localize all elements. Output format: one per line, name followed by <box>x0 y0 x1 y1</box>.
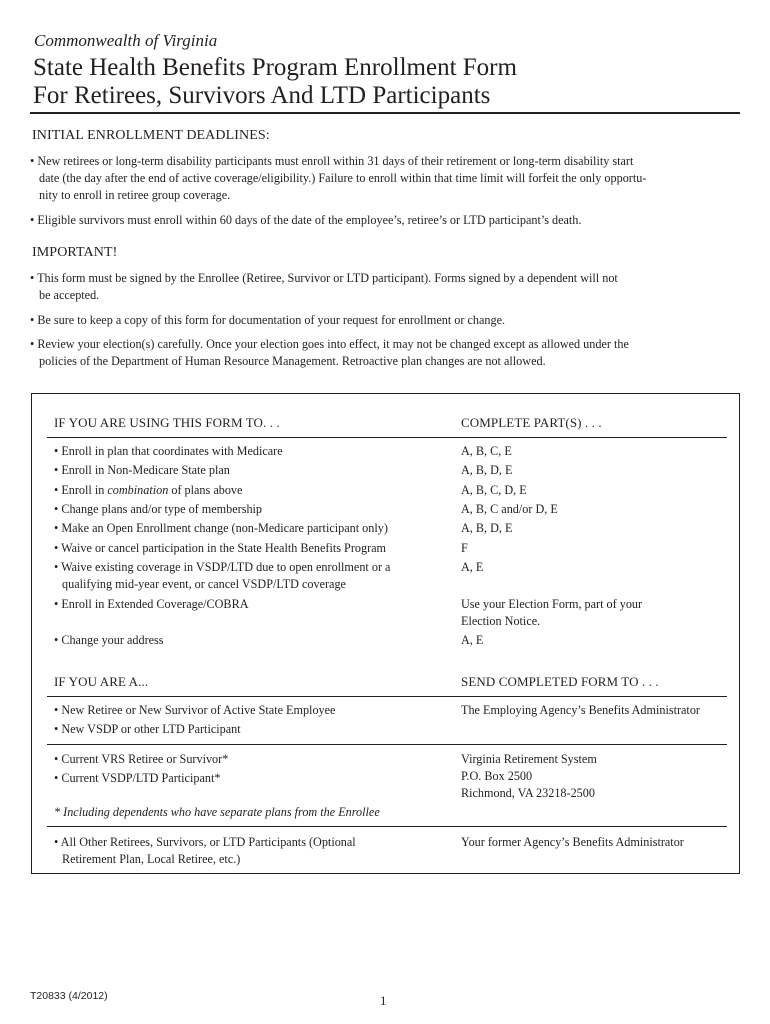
deadlines-bullet-1-line-3: nity to enroll in retiree group coverage. <box>39 188 231 202</box>
send-group-3-destination: Your former Agency’s Benefits Administrator <box>461 835 684 849</box>
using-row-parts: A, B, C and/or D, E <box>461 502 558 516</box>
using-row-item-pre: • Enroll in <box>54 483 108 497</box>
important-bullet-2: • Be sure to keep a copy of this form for documentation of your request for enrollment or change. <box>30 313 506 327</box>
important-bullet-1 <box>30 270 736 304</box>
using-row-item: • Change your address <box>54 633 164 647</box>
using-row-parts: A, E <box>461 633 484 647</box>
important-heading: IMPORTANT! <box>32 245 118 260</box>
form-code: T20833 (4/2012) <box>30 990 108 1002</box>
send-group-3-item-line-1: • All Other Retirees, Survivors, or LTD Participants (Optional <box>54 835 356 849</box>
deadlines-bullet-1-line-1: • New retirees or long-term disability participants must enroll within 31 days of their retirement or long-term disability start <box>30 154 634 168</box>
using-right-heading: COMPLETE PART(S) . . . <box>461 415 602 430</box>
send-group-divider-1 <box>47 744 727 745</box>
send-group-2-dest-line-1: Virginia Retirement System <box>461 752 597 766</box>
send-heading-rule <box>47 696 727 697</box>
using-row-item: • Make an Open Enrollment change (non-Medicare participant only) <box>54 521 388 535</box>
using-row-item: • Change plans and/or type of membership <box>54 502 263 516</box>
using-row-item <box>54 559 390 593</box>
send-group-2 <box>54 751 228 787</box>
using-row-parts: A, B, D, E <box>461 521 513 535</box>
important-bullet-3 <box>30 336 736 370</box>
deadlines-heading: INITIAL ENROLLMENT DEADLINES: <box>32 128 270 143</box>
using-row-parts: A, E <box>461 560 484 574</box>
send-group-1-item-1: • New Retiree or New Survivor of Active State Employee <box>54 703 336 717</box>
deadlines-bullet-1 <box>30 153 736 204</box>
using-row-item: • Enroll in Extended Coverage/COBRA <box>54 597 249 611</box>
send-group-divider-2 <box>47 826 727 827</box>
send-group-1-item-2: • New VSDP or other LTD Participant <box>54 722 241 736</box>
using-row-item-line-1: • Waive existing coverage in VSDP/LTD due to open enrollment or a <box>54 560 391 574</box>
using-row-item <box>54 482 242 499</box>
using-row-item: • Enroll in Non-Medicare State plan <box>54 463 230 477</box>
important-bullet-3-line-2: policies of the Department of Human Resource Management. Retroactive plan changes are not allowed. <box>39 354 546 368</box>
send-group-2-item-2: • Current VSDP/LTD Participant* <box>54 771 221 785</box>
page-title <box>33 54 517 110</box>
title-line-1: State Health Benefits Program Enrollment Form <box>33 54 517 81</box>
send-group-3 <box>54 834 356 868</box>
deadlines-bullet-1-line-2: date (the day after the end of active coverage/eligibility.) Failure to enroll within that time limit will forfeit the only opportu- <box>39 171 647 185</box>
important-bullet-3-line-1: • Review your election(s) carefully. Once your election goes into effect, it may not be changed except as allowed under the <box>30 337 629 351</box>
send-group-1-destination: The Employing Agency’s Benefits Administrator <box>461 703 700 717</box>
using-row-parts: F <box>461 541 468 555</box>
send-group-1 <box>54 702 335 738</box>
using-row-parts <box>461 596 731 630</box>
using-row-parts: A, B, C, D, E <box>461 483 527 497</box>
send-group-3-item-line-2: Retirement Plan, Local Retiree, etc.) <box>62 852 241 866</box>
using-row-item-emphasis: combination <box>107 483 169 497</box>
send-group-2-item-1: • Current VRS Retiree or Survivor* <box>54 752 229 766</box>
title-line-2: For Retirees, Survivors And LTD Participants <box>33 82 491 109</box>
send-group-2-note: * Including dependents who have separate plans from the Enrollee <box>54 805 380 819</box>
page-number: 1 <box>380 993 387 1008</box>
send-right-heading: SEND COMPLETED FORM TO . . . <box>461 674 659 689</box>
important-bullet-1-line-1: • This form must be signed by the Enrollee (Retiree, Survivor or LTD participant). Forms signed by a dependent will not <box>30 271 618 285</box>
state-name: Commonwealth of Virginia <box>34 31 218 50</box>
using-row-item: • Waive or cancel participation in the State Health Benefits Program <box>54 541 387 555</box>
title-divider <box>30 112 740 114</box>
send-left-heading: IF YOU ARE A... <box>54 674 149 689</box>
using-row-item: • Enroll in plan that coordinates with Medicare <box>54 444 283 458</box>
send-group-2-destination <box>461 751 731 802</box>
using-row-parts: A, B, C, E <box>461 444 512 458</box>
using-row-parts-line-2: Election Notice. <box>461 614 541 628</box>
using-row-item-post: of plans above <box>168 483 243 497</box>
using-row-parts: A, B, D, E <box>461 463 513 477</box>
deadlines-bullet-2: • Eligible survivors must enroll within 60 days of the date of the employee’s, retiree’s or LTD participant’s death. <box>30 213 582 227</box>
using-heading-rule <box>47 437 727 438</box>
using-row-parts-line-1: Use your Election Form, part of your <box>461 597 643 611</box>
using-row-item-line-2: qualifying mid-year event, or cancel VSDP/LTD coverage <box>62 577 346 591</box>
using-left-heading: IF YOU ARE USING THIS FORM TO. . . <box>54 415 280 430</box>
send-group-2-dest-line-2: P.O. Box 2500 <box>461 769 533 783</box>
send-group-2-dest-line-3: Richmond, VA 23218-2500 <box>461 786 595 800</box>
important-bullet-1-line-2: be accepted. <box>39 288 100 302</box>
